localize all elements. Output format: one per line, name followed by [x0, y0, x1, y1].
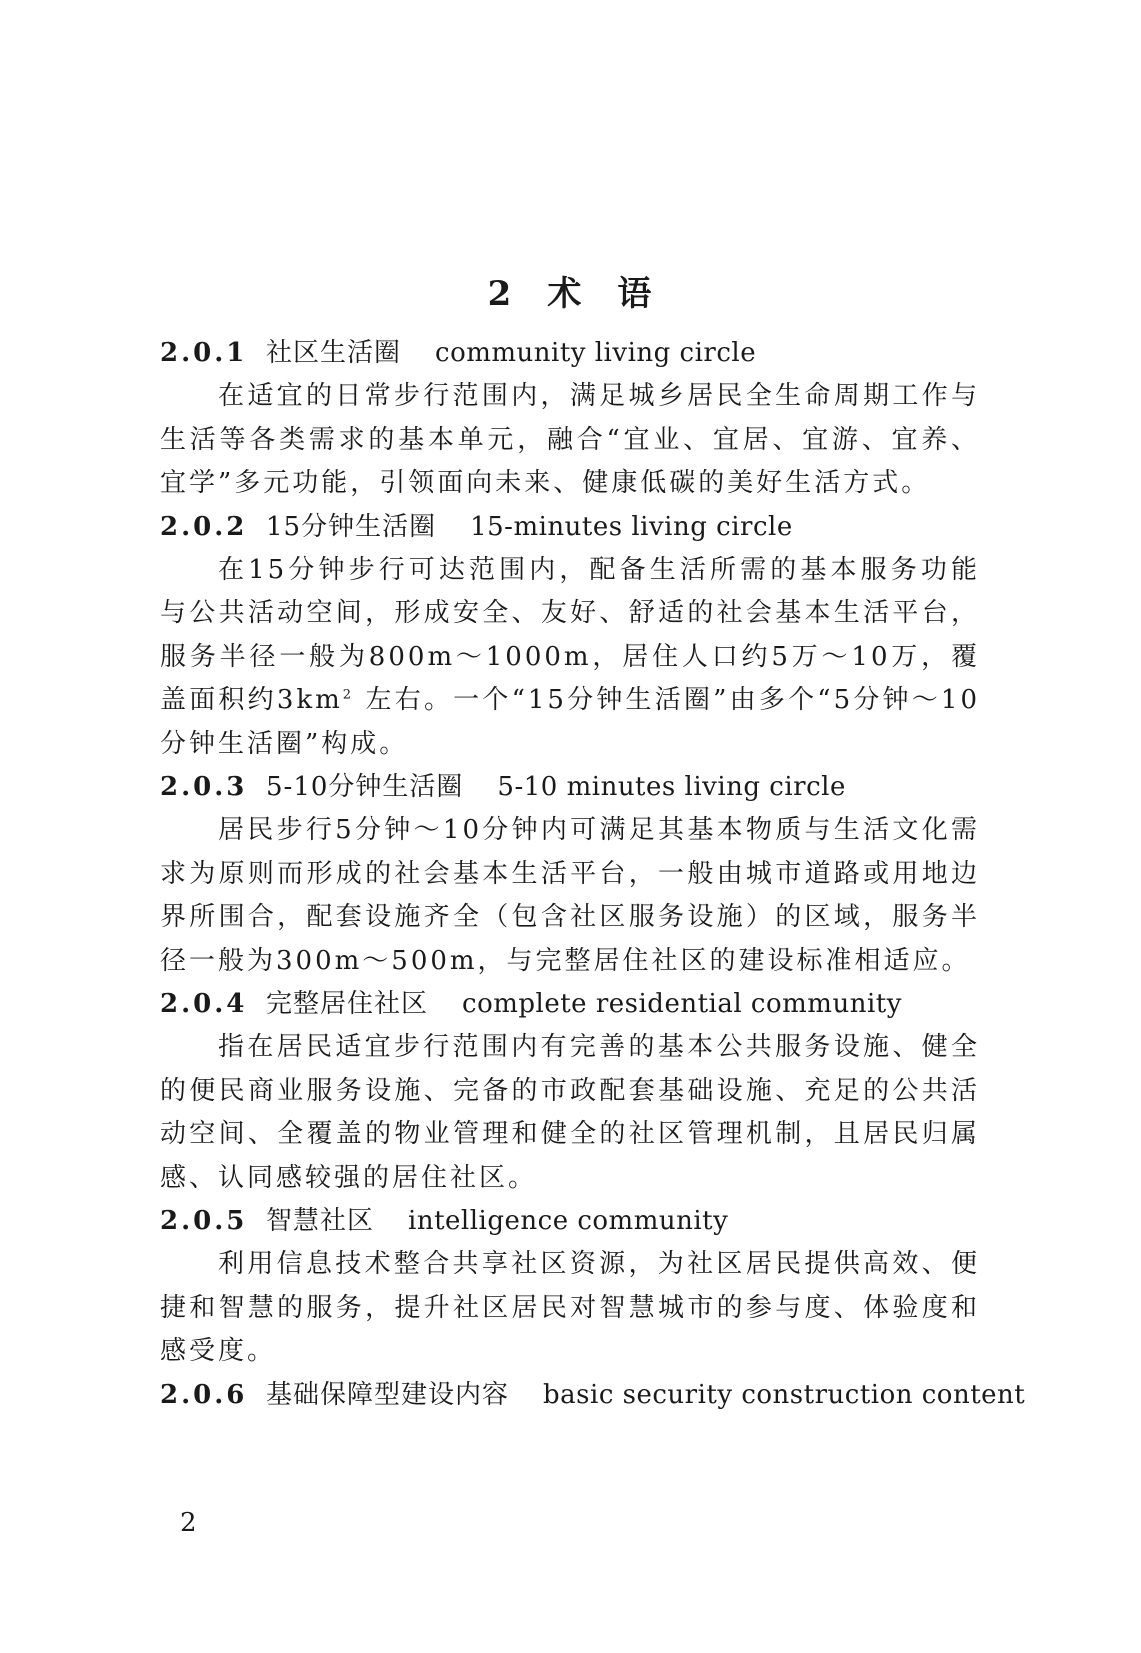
term-english: 5-10 minutes living circle — [497, 772, 846, 802]
term-definition-2-0-1: 在适宜的日常步行范围内，满足城乡居民全生命周期工作与生活等各类需求的基本单元，融合“宜业、宜居、宜游、宜养、宜学”多元功能，引领面向未来、健康低碳的美好生活方式。 — [160, 381, 980, 498]
term-number: 2.0.4 — [160, 989, 248, 1019]
term-number: 2.0.2 — [160, 511, 248, 542]
term-english: intelligence community — [408, 1206, 729, 1236]
section-number: 2 — [487, 274, 514, 314]
term-chinese: 智慧社区 — [266, 1206, 375, 1236]
term-number: 2.0.5 — [160, 1206, 248, 1236]
term-english: community living circle — [435, 338, 757, 368]
page-number: 2 — [180, 1508, 197, 1538]
section-title-word-2: 语 — [617, 274, 654, 314]
term-english: basic security construction content — [543, 1379, 1026, 1410]
term-definition-2-0-3: 居民步行5分钟～10分钟内可满足其基本物质与生活文化需求为原则而形成的社会基本生活平台，一般由城市道路或用地边界所围合，配套设施齐全（包含社区服务设施）的区域，服务半径一般为300m～500m，与完整居住社区的建设标准相适应。 — [160, 815, 980, 976]
definition-text: 在15分钟步行可达范围内，配备生活所需的基本服务功能与公共活动空间，形成安全、友好、舒适的社会基本生活平台，服务半径一般为800m～1000m，居住人口约5万～10万，覆盖面积约3km — [160, 554, 980, 715]
term-english: complete residential community — [462, 989, 902, 1019]
term-heading-2-0-2 — [160, 506, 980, 549]
definition-text: 左右。一个“15分钟生活圈”由多个“5分钟～10分钟生活圈”构成。 — [160, 685, 981, 759]
term-chinese: 社区生活圈 — [266, 338, 402, 368]
term-english: 15-minutes living circle — [470, 511, 793, 542]
term-chinese: 15分钟生活圈 — [266, 511, 437, 542]
term-chinese: 完整居住社区 — [266, 989, 429, 1019]
term-heading-2-0-6 — [160, 1374, 1026, 1417]
term-definition-2-0-2 — [160, 549, 980, 767]
term-heading-2-0-4 — [160, 983, 980, 1026]
term-heading-2-0-1 — [160, 332, 980, 375]
term-chinese: 5-10分钟生活圈 — [266, 772, 464, 802]
section-title-word-1: 术 — [547, 274, 584, 314]
terms-list — [160, 332, 1026, 1417]
section-title — [0, 272, 1141, 316]
term-heading-2-0-3 — [160, 766, 980, 809]
term-number: 2.0.6 — [160, 1379, 248, 1410]
term-heading-2-0-5 — [160, 1200, 980, 1243]
superscript: 2 — [342, 687, 355, 703]
term-definition-2-0-4: 指在居民适宜步行范围内有完善的基本公共服务设施、健全的便民商业服务设施、完备的市政配套基础设施、充足的公共活动空间、全覆盖的物业管理和健全的社区管理机制，且居民归属感、认同感较强的居住社区。 — [160, 1032, 980, 1193]
term-definition-2-0-5: 利用信息技术整合共享社区资源，为社区居民提供高效、便捷和智慧的服务，提升社区居民对智慧城市的参与度、体验度和感受度。 — [160, 1249, 980, 1366]
term-chinese: 基础保障型建设内容 — [266, 1379, 510, 1410]
term-number: 2.0.3 — [160, 772, 248, 802]
term-number: 2.0.1 — [160, 338, 248, 368]
